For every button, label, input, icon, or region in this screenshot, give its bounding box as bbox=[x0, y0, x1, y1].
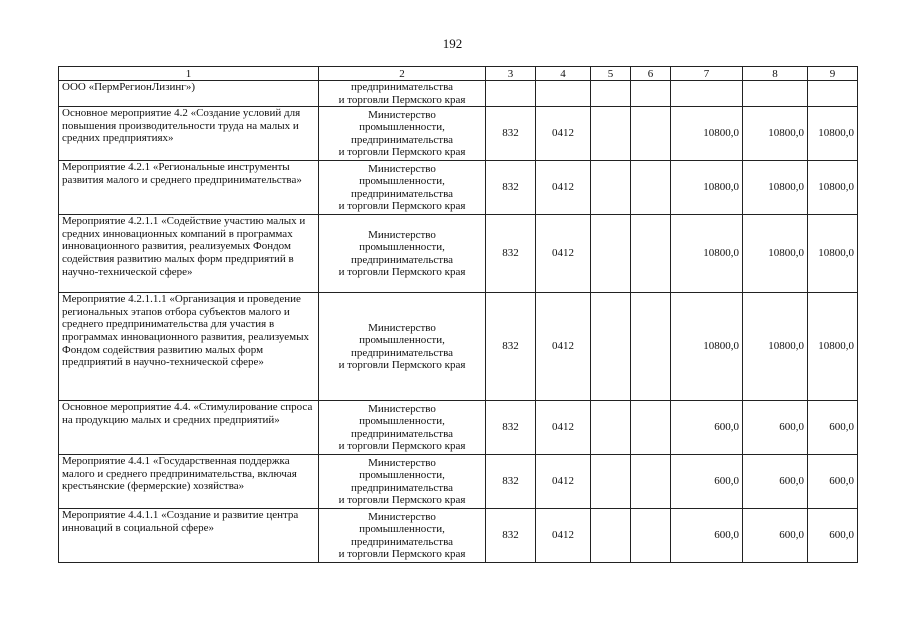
responsible-org-cell: Министерство промышленности, предпринимательства и торговли Пермского края bbox=[319, 161, 486, 215]
amount-year-1-cell: 10800,0 bbox=[671, 161, 743, 215]
table-row bbox=[59, 455, 858, 509]
column-header: 9 bbox=[808, 67, 858, 81]
expense-type-cell bbox=[631, 107, 671, 161]
amount-year-1-cell: 600,0 bbox=[671, 455, 743, 509]
amount-year-2-cell: 10800,0 bbox=[743, 161, 808, 215]
amount-year-1-cell: 600,0 bbox=[671, 509, 743, 563]
admin-code-cell: 832 bbox=[486, 161, 536, 215]
section-code-cell: 0412 bbox=[536, 293, 591, 401]
responsible-org-cell: предпринимательства и торговли Пермского края bbox=[319, 81, 486, 107]
table-row bbox=[59, 401, 858, 455]
admin-code-cell: 832 bbox=[486, 455, 536, 509]
activity-name-cell: Мероприятие 4.2.1.1.1 «Организация и проведение региональных этапов отбора субъектов малого и среднего предпринимательства для участия в программах инновационного развития, реализуемых Фондом содействия развитию малых форм предприятий в научно-технической сфере» bbox=[59, 293, 319, 401]
expense-type-cell bbox=[631, 509, 671, 563]
responsible-org-cell: Министерство промышленности, предпринимательства и торговли Пермского края bbox=[319, 215, 486, 293]
activity-name-cell: Мероприятие 4.4.1.1 «Создание и развитие центра инноваций в социальной сфере» bbox=[59, 509, 319, 563]
responsible-org-cell: Министерство промышленности, предпринимательства и торговли Пермского края bbox=[319, 455, 486, 509]
amount-year-1-cell: 10800,0 bbox=[671, 293, 743, 401]
column-header: 4 bbox=[536, 67, 591, 81]
target-item-cell bbox=[591, 401, 631, 455]
amount-year-1-cell: 600,0 bbox=[671, 401, 743, 455]
page-number: 192 bbox=[442, 36, 463, 51]
amount-year-3-cell: 600,0 bbox=[808, 455, 858, 509]
table-row bbox=[59, 215, 858, 293]
budget-table bbox=[58, 66, 858, 563]
responsible-org-cell: Министерство промышленности, предпринимательства и торговли Пермского края bbox=[319, 509, 486, 563]
amount-year-3-cell bbox=[808, 81, 858, 107]
expense-type-cell bbox=[631, 81, 671, 107]
amount-year-3-cell: 10800,0 bbox=[808, 215, 858, 293]
amount-year-1-cell bbox=[671, 81, 743, 107]
section-code-cell bbox=[536, 81, 591, 107]
column-header: 5 bbox=[591, 67, 631, 81]
section-code-cell: 0412 bbox=[536, 455, 591, 509]
responsible-org-cell: Министерство промышленности, предпринимательства и торговли Пермского края bbox=[319, 107, 486, 161]
amount-year-3-cell: 600,0 bbox=[808, 509, 858, 563]
amount-year-1-cell: 10800,0 bbox=[671, 107, 743, 161]
amount-year-3-cell: 10800,0 bbox=[808, 293, 858, 401]
activity-name-cell: Мероприятие 4.2.1 «Региональные инструменты развития малого и среднего предпринимательства» bbox=[59, 161, 319, 215]
expense-type-cell bbox=[631, 293, 671, 401]
target-item-cell bbox=[591, 293, 631, 401]
admin-code-cell: 832 bbox=[486, 107, 536, 161]
amount-year-2-cell: 10800,0 bbox=[743, 107, 808, 161]
expense-type-cell bbox=[631, 161, 671, 215]
column-header: 3 bbox=[486, 67, 536, 81]
target-item-cell bbox=[591, 107, 631, 161]
amount-year-2-cell: 600,0 bbox=[743, 455, 808, 509]
section-code-cell: 0412 bbox=[536, 107, 591, 161]
expense-type-cell bbox=[631, 401, 671, 455]
amount-year-2-cell: 600,0 bbox=[743, 401, 808, 455]
amount-year-2-cell bbox=[743, 81, 808, 107]
admin-code-cell: 832 bbox=[486, 293, 536, 401]
admin-code-cell: 832 bbox=[486, 509, 536, 563]
table-row bbox=[59, 107, 858, 161]
section-code-cell: 0412 bbox=[536, 215, 591, 293]
activity-name-cell: ООО «ПермРегионЛизинг») bbox=[59, 81, 319, 107]
target-item-cell bbox=[591, 161, 631, 215]
table-row bbox=[59, 81, 858, 107]
responsible-org-cell: Министерство промышленности, предпринимательства и торговли Пермского края bbox=[319, 401, 486, 455]
responsible-org-cell: Министерство промышленности, предпринимательства и торговли Пермского края bbox=[319, 293, 486, 401]
amount-year-2-cell: 600,0 bbox=[743, 509, 808, 563]
section-code-cell: 0412 bbox=[536, 161, 591, 215]
activity-name-cell: Мероприятие 4.4.1 «Государственная поддержка малого и среднего предпринимательства, включая крестьянские (фермерские) хозяйства» bbox=[59, 455, 319, 509]
activity-name-cell: Основное мероприятие 4.4. «Стимулирование спроса на продукцию малых и средних предприятий» bbox=[59, 401, 319, 455]
column-header: 6 bbox=[631, 67, 671, 81]
amount-year-3-cell: 600,0 bbox=[808, 401, 858, 455]
amount-year-2-cell: 10800,0 bbox=[743, 293, 808, 401]
column-header: 8 bbox=[743, 67, 808, 81]
target-item-cell bbox=[591, 81, 631, 107]
table-row bbox=[59, 293, 858, 401]
activity-name-cell: Основное мероприятие 4.2 «Создание условий для повышения производительности труда на малых и средних предприятиях» bbox=[59, 107, 319, 161]
table-row bbox=[59, 161, 858, 215]
expense-type-cell bbox=[631, 215, 671, 293]
column-header: 7 bbox=[671, 67, 743, 81]
admin-code-cell: 832 bbox=[486, 215, 536, 293]
admin-code-cell: 832 bbox=[486, 401, 536, 455]
amount-year-2-cell: 10800,0 bbox=[743, 215, 808, 293]
amount-year-3-cell: 10800,0 bbox=[808, 107, 858, 161]
table-row bbox=[59, 509, 858, 563]
column-header: 1 bbox=[59, 67, 319, 81]
column-header: 2 bbox=[319, 67, 486, 81]
header-row bbox=[59, 67, 858, 81]
activity-name-cell: Мероприятие 4.2.1.1 «Содействие участию малых и средних инновационных компаний в программах инновационного развития, реализуемых Фондом содействия развитию малых форм предприятий в научно-технической сфере» bbox=[59, 215, 319, 293]
target-item-cell bbox=[591, 509, 631, 563]
admin-code-cell bbox=[486, 81, 536, 107]
section-code-cell: 0412 bbox=[536, 401, 591, 455]
expense-type-cell bbox=[631, 455, 671, 509]
target-item-cell bbox=[591, 455, 631, 509]
section-code-cell: 0412 bbox=[536, 509, 591, 563]
amount-year-1-cell: 10800,0 bbox=[671, 215, 743, 293]
target-item-cell bbox=[591, 215, 631, 293]
amount-year-3-cell: 10800,0 bbox=[808, 161, 858, 215]
